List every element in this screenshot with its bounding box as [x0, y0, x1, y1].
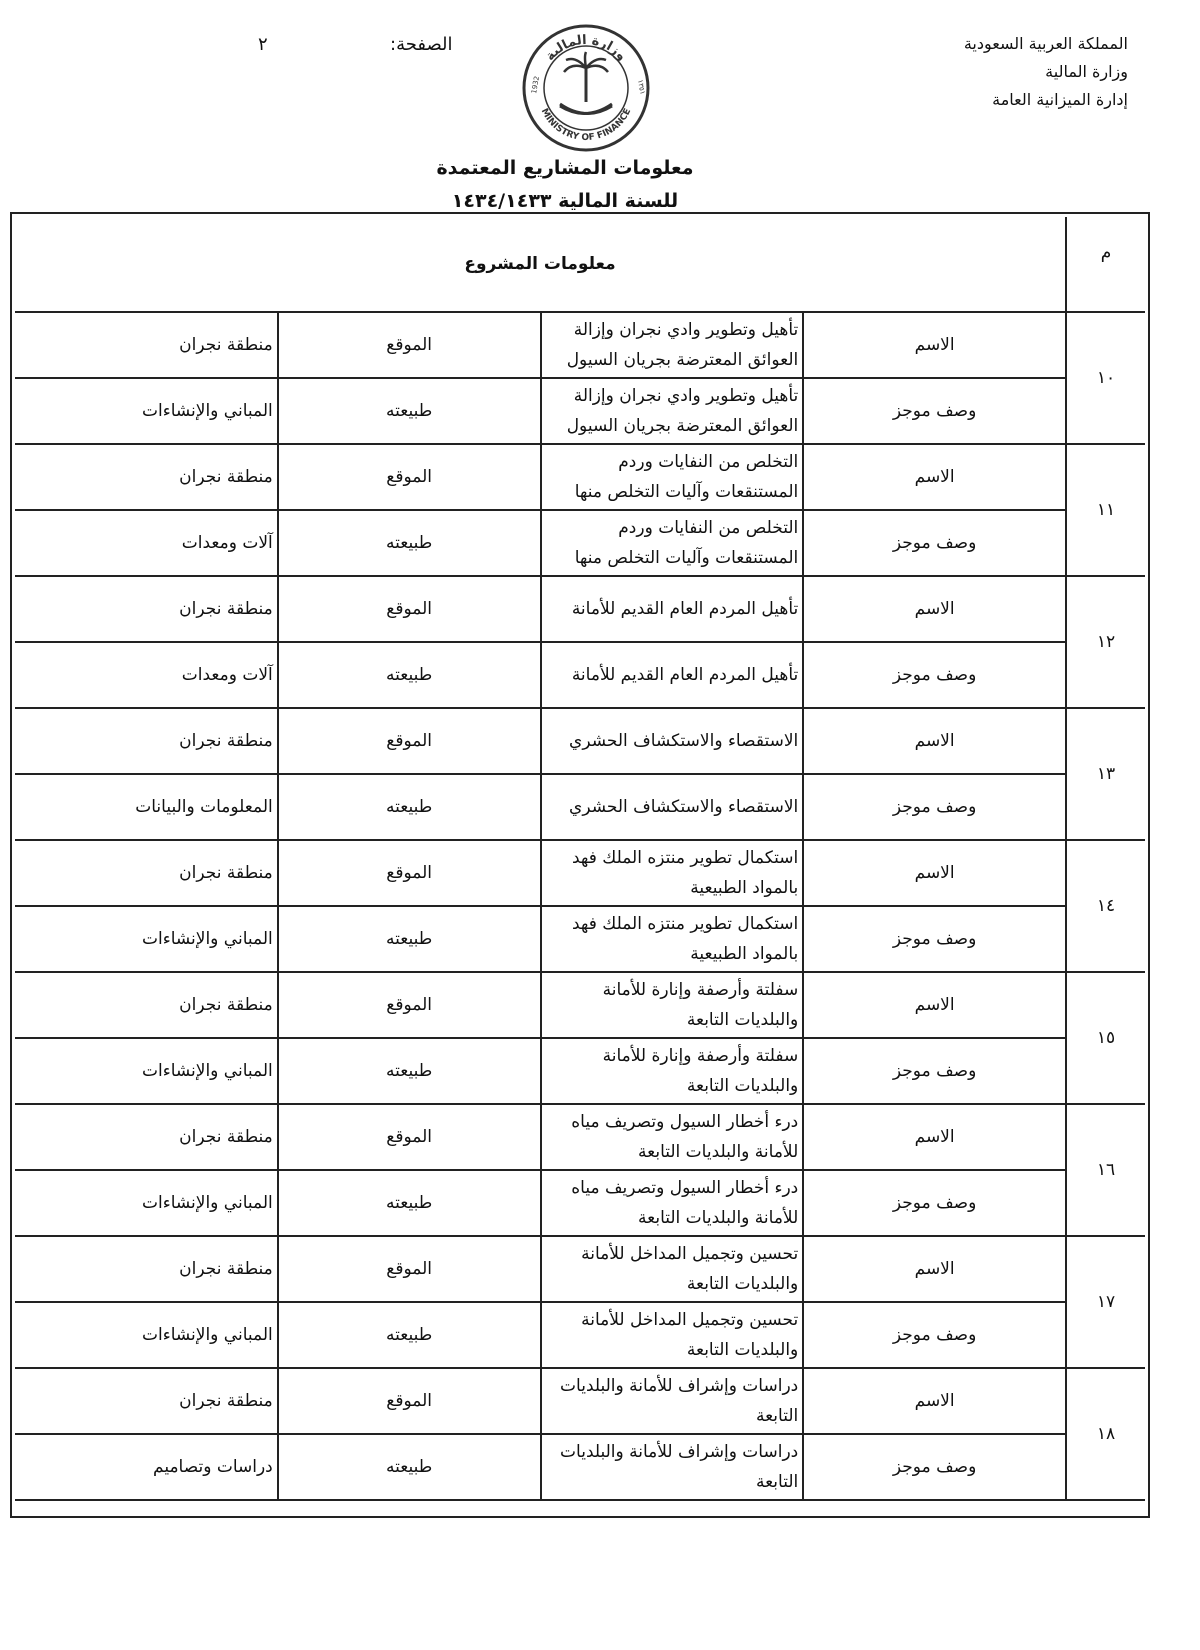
label-nature: طبيعته [278, 906, 541, 972]
project-number: ١١ [1066, 444, 1145, 576]
label-location: الموقع [278, 1236, 541, 1302]
label-location: الموقع [278, 1104, 541, 1170]
project-name: الاستقصاء والاستكشاف الحشري [541, 708, 804, 774]
table-row [15, 1170, 1145, 1236]
project-nature: دراسات وتصاميم [15, 1434, 278, 1500]
project-description: درء أخطار السيول وتصريف مياه للأمانة والبلديات التابعة [541, 1170, 804, 1236]
table-row [15, 1434, 1145, 1500]
label-location: الموقع [278, 444, 541, 510]
table-row [15, 906, 1145, 972]
project-name: تأهيل المردم العام القديم للأمانة [541, 576, 804, 642]
page-number: ٢ [258, 34, 268, 55]
project-location: منطقة نجران [15, 312, 278, 378]
label-name: الاسم [803, 444, 1066, 510]
project-location: منطقة نجران [15, 1236, 278, 1302]
label-location: الموقع [278, 312, 541, 378]
table-row [15, 840, 1145, 906]
table-header-row [15, 217, 1145, 312]
project-location: منطقة نجران [15, 576, 278, 642]
label-description: وصف موجز [803, 1038, 1066, 1104]
project-nature: المباني والإنشاءات [15, 378, 278, 444]
page-label: الصفحة: [390, 34, 453, 55]
label-name: الاسم [803, 840, 1066, 906]
table-row [15, 1038, 1145, 1104]
table-row [15, 1236, 1145, 1302]
project-location: منطقة نجران [15, 444, 278, 510]
label-nature: طبيعته [278, 1038, 541, 1104]
svg-text:١٣٥١: ١٣٥١ [636, 78, 647, 96]
project-location: منطقة نجران [15, 708, 278, 774]
project-location: منطقة نجران [15, 1104, 278, 1170]
label-name: الاسم [803, 1368, 1066, 1434]
table-row [15, 510, 1145, 576]
project-number: ١٢ [1066, 576, 1145, 708]
table-row [15, 1104, 1145, 1170]
title-line-1: معلومات المشاريع المعتمدة [436, 157, 694, 179]
label-location: الموقع [278, 576, 541, 642]
label-location: الموقع [278, 708, 541, 774]
table-row [15, 312, 1145, 378]
kingdom-name: المملكة العربية السعودية [963, 34, 1128, 53]
project-nature: المباني والإنشاءات [15, 1302, 278, 1368]
label-description: وصف موجز [803, 1302, 1066, 1368]
label-name: الاسم [803, 312, 1066, 378]
project-nature: آلات ومعدات [15, 642, 278, 708]
label-description: وصف موجز [803, 1434, 1066, 1500]
project-description: استكمال تطوير منتزه الملك فهد بالمواد الطبيعية [541, 906, 804, 972]
project-description: تحسين وتجميل المداخل للأمانة والبلديات التابعة [541, 1302, 804, 1368]
project-name: درء أخطار السيول وتصريف مياه للأمانة والبلديات التابعة [541, 1104, 804, 1170]
svg-text:MINISTRY OF FINANCE: MINISTRY OF FINANCE [538, 107, 634, 144]
project-name: التخلص من النفايات وردم المستنقعات وآليات التخلص منها [541, 444, 804, 510]
label-location: الموقع [278, 1368, 541, 1434]
project-number: ١٠ [1066, 312, 1145, 444]
column-header-project-info: معلومات المشروع [15, 217, 1066, 312]
project-name: استكمال تطوير منتزه الملك فهد بالمواد الطبيعية [541, 840, 804, 906]
project-name: تحسين وتجميل المداخل للأمانة والبلديات التابعة [541, 1236, 804, 1302]
project-description: دراسات وإشراف للأمانة والبلديات التابعة [541, 1434, 804, 1500]
project-number: ١٧ [1066, 1236, 1145, 1368]
label-nature: طبيعته [278, 774, 541, 840]
project-nature: آلات ومعدات [15, 510, 278, 576]
ministry-name: وزارة المالية [1045, 62, 1128, 81]
document-title [400, 152, 730, 218]
project-nature: المباني والإنشاءات [15, 906, 278, 972]
project-name: سفلتة وأرصفة وإنارة للأمانة والبلديات التابعة [541, 972, 804, 1038]
label-name: الاسم [803, 1236, 1066, 1302]
label-description: وصف موجز [803, 642, 1066, 708]
table-row [15, 642, 1145, 708]
table-row [15, 774, 1145, 840]
table-row [15, 1368, 1145, 1434]
project-location: منطقة نجران [15, 972, 278, 1038]
project-location: منطقة نجران [15, 840, 278, 906]
label-description: وصف موجز [803, 378, 1066, 444]
label-nature: طبيعته [278, 510, 541, 576]
title-line-2: للسنة المالية ١٤٣٤/١٤٣٣ [451, 190, 679, 212]
svg-text:1932: 1932 [530, 75, 542, 95]
label-nature: طبيعته [278, 1434, 541, 1500]
project-description: سفلتة وأرصفة وإنارة للأمانة والبلديات التابعة [541, 1038, 804, 1104]
project-description: تأهيل المردم العام القديم للأمانة [541, 642, 804, 708]
issuer-block [868, 30, 1128, 114]
ministry-seal-icon [520, 22, 652, 154]
label-name: الاسم [803, 576, 1066, 642]
project-nature: المباني والإنشاءات [15, 1038, 278, 1104]
label-nature: طبيعته [278, 1302, 541, 1368]
label-description: وصف موجز [803, 510, 1066, 576]
table-row [15, 576, 1145, 642]
project-number: ١٦ [1066, 1104, 1145, 1236]
project-location: منطقة نجران [15, 1368, 278, 1434]
label-name: الاسم [803, 1104, 1066, 1170]
projects-table [15, 217, 1145, 1501]
column-header-m: م [1066, 217, 1145, 312]
label-description: وصف موجز [803, 1170, 1066, 1236]
label-description: وصف موجز [803, 774, 1066, 840]
label-nature: طبيعته [278, 1170, 541, 1236]
label-location: الموقع [278, 972, 541, 1038]
label-location: الموقع [278, 840, 541, 906]
project-nature: المباني والإنشاءات [15, 1170, 278, 1236]
project-nature: المعلومات والبيانات [15, 774, 278, 840]
project-number: ١٨ [1066, 1368, 1145, 1500]
label-name: الاسم [803, 708, 1066, 774]
svg-text:وزارة المالية: وزارة المالية [542, 32, 630, 64]
project-number: ١٣ [1066, 708, 1145, 840]
project-description: التخلص من النفايات وردم المستنقعات وآليات التخلص منها [541, 510, 804, 576]
project-name: دراسات وإشراف للأمانة والبلديات التابعة [541, 1368, 804, 1434]
table-row [15, 1302, 1145, 1368]
project-name: تأهيل وتطوير وادي نجران وإزالة العوائق المعترضة بجريان السيول [541, 312, 804, 378]
project-description: الاستقصاء والاستكشاف الحشري [541, 774, 804, 840]
table-row [15, 972, 1145, 1038]
label-name: الاسم [803, 972, 1066, 1038]
table-row [15, 444, 1145, 510]
project-description: تأهيل وتطوير وادي نجران وإزالة العوائق المعترضة بجريان السيول [541, 378, 804, 444]
table-row [15, 708, 1145, 774]
table-row [15, 378, 1145, 444]
project-number: ١٤ [1066, 840, 1145, 972]
label-nature: طبيعته [278, 378, 541, 444]
label-description: وصف موجز [803, 906, 1066, 972]
label-nature: طبيعته [278, 642, 541, 708]
project-number: ١٥ [1066, 972, 1145, 1104]
department-name: إدارة الميزانية العامة [992, 90, 1128, 109]
